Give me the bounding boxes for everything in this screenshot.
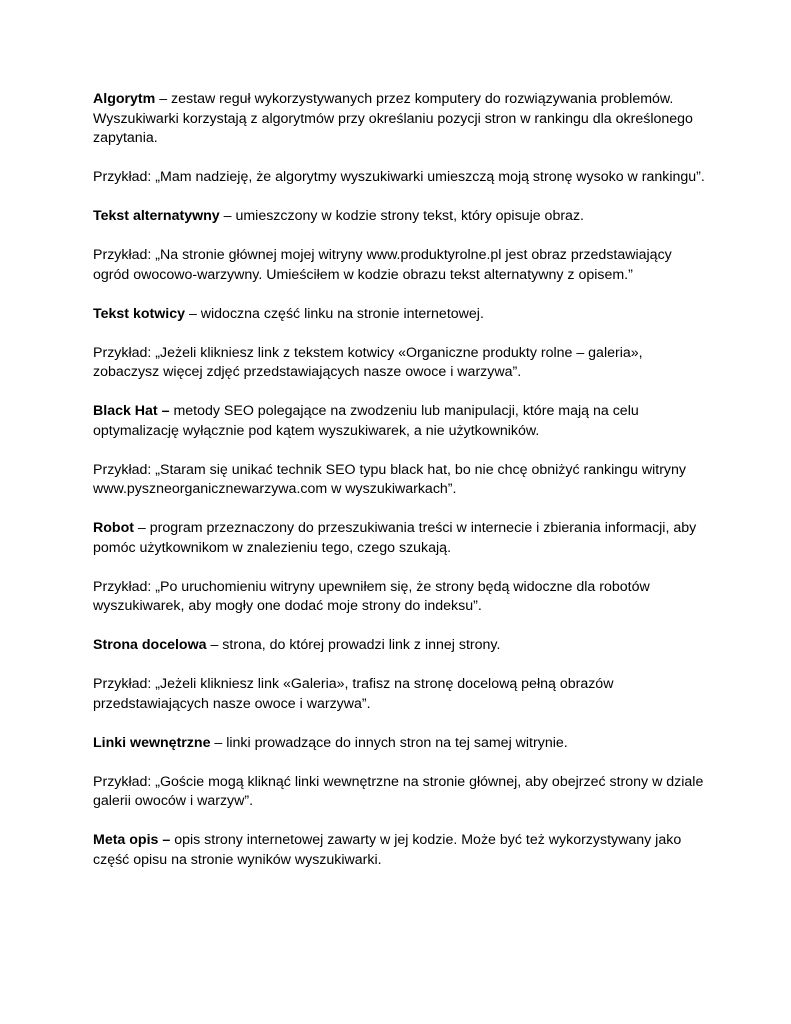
term-label: Robot <box>93 520 134 536</box>
term-label: Black Hat – <box>93 403 170 419</box>
definition-text: – linki prowadzące do innych stron na tej samej witrynie. <box>210 734 568 751</box>
term-label: Strona docelowa <box>93 637 207 653</box>
definition-meta-opis <box>93 831 705 870</box>
definition-black-hat <box>93 402 705 441</box>
definition-linki-wewnetrzne <box>93 734 705 754</box>
definition-text: – widoczna część linku na stronie internetowej. <box>185 305 484 322</box>
definition-text: – strona, do której prowadzi link z innej strony. <box>206 637 501 653</box>
definition-text: – program przeznaczony do przeszukiwania treści w internecie i zbierania informacji, aby pomóc użytkownikom w znalezieniu tego, czego szukają. <box>93 520 697 556</box>
example-algorytm: Przykład: „Mam nadzieję, że algorytmy wyszukiwarki umieszczą moją stronę wysoko w rankingu”. <box>93 169 705 185</box>
definition-algorytm <box>93 90 705 149</box>
definition-tekst-kotwicy <box>93 305 705 325</box>
definition-text: metody SEO polegające na zwodzeniu lub manipulacji, które mają na celu optymalizację wyłącznie pod kątem wyszukiwarek, a nie użytkowników. <box>93 403 639 439</box>
definition-robot <box>93 519 705 558</box>
term-label: Tekst alternatywny <box>93 208 220 224</box>
example-strona-docelowa: Przykład: „Jeżeli klikniesz link «Galeria», trafisz na stronę docelową pełną obrazów przedstawiających nasze owoce i warzywa”. <box>93 676 614 712</box>
example-robot: Przykład: „Po uruchomieniu witryny upewniłem się, że strony będą widoczne dla robotów wyszukiwarek, aby mogły one dodać moje strony do indeksu”. <box>93 578 650 614</box>
definition-text: opis strony internetowej zawarty w jej kodzie. Może być też wykorzystywany jako część opisu na stronie wyników wyszukiwarki. <box>93 832 682 868</box>
term-label: Meta opis – <box>93 832 171 848</box>
example-tekst-alternatywny: Przykład: „Na stronie głównej mojej witryny www.produktyrolne.pl jest obraz przedstawiający ogród owocowo-warzywny. Umieściłem w kodzie obrazu tekst alternatywny z opisem.” <box>93 247 672 283</box>
definition-text: – umieszczony w kodzie strony tekst, który opisuje obraz. <box>219 208 584 224</box>
example-tekst-kotwicy: Przykład: „Jeżeli klikniesz link z tekstem kotwicy «Organiczne produkty rolne – galeria», zobaczysz więcej zdjęć przedstawiających nasze owoce i warzywa”. <box>93 344 643 380</box>
example-black-hat: Przykład: „Staram się unikać technik SEO typu black hat, bo nie chcę obniżyć rankingu witryny www.pyszneorganicznewarzywa.com w wyszukiwarkach”. <box>93 461 686 497</box>
document-page <box>93 90 705 890</box>
example-linki-wewnetrzne: Przykład: „Goście mogą kliknąć linki wewnętrzne na stronie głównej, aby obejrzeć strony w dziale galerii owoców i warzyw”. <box>93 773 704 809</box>
definition-text: – zestaw reguł wykorzystywanych przez komputery do rozwiązywania problemów. Wyszukiwarki korzystają z algorytmów przy określaniu pozycji stron w rankingu dla określonego zapytania. <box>93 91 693 146</box>
term-label: Algorytm <box>93 91 156 107</box>
term-label: Linki wewnętrzne <box>93 734 211 751</box>
term-label: Tekst kotwicy <box>93 305 185 322</box>
definition-strona-docelowa <box>93 636 705 656</box>
definition-tekst-alternatywny <box>93 207 705 227</box>
